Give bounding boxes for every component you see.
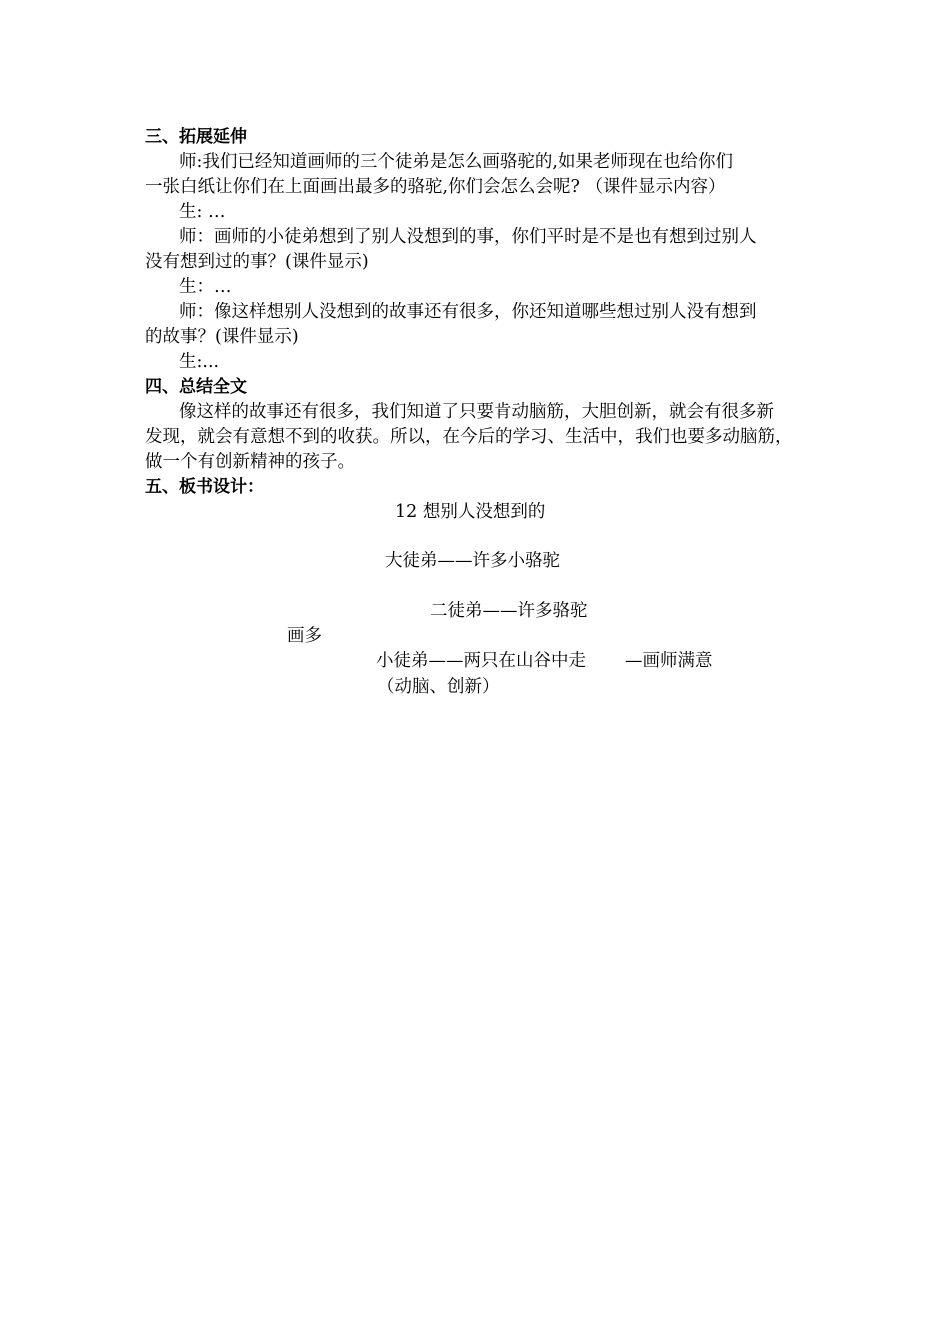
paragraph-teacher-question-1-cont: 一张白纸让你们在上面画出最多的骆驼,你们会怎么会呢? （课件显示内容） <box>145 177 726 197</box>
board-left-label: 画多 <box>287 626 322 646</box>
paragraph-summary-cont-2: 做一个有创新精神的孩子。 <box>145 452 355 472</box>
section-heading-board-design: 五、板书设计： <box>145 477 264 497</box>
board-row-youngest: 小徒弟——两只在山谷中走 <box>376 651 586 671</box>
board-row-note: （动脑、创新） <box>377 677 500 697</box>
board-title: 12 想别人没想到的 <box>395 502 546 522</box>
paragraph-student-reply-1: 生: … <box>179 202 226 222</box>
board-row-youngest-result: —画师满意 <box>625 651 713 671</box>
paragraph-teacher-question-2: 师：画师的小徒弟想到了别人没想到的事，你们平时是不是也有想到过别人 <box>179 227 757 247</box>
paragraph-student-reply-3: 生:... <box>179 352 220 372</box>
board-row-second: 二徒弟——许多骆驼 <box>430 601 588 621</box>
paragraph-teacher-question-3: 师：像这样想别人没想到的故事还有很多，你还知道哪些想过别人没有想到 <box>179 302 757 322</box>
paragraph-teacher-question-3-cont: 的故事？(课件显示) <box>145 327 299 347</box>
section-heading-extension: 三、拓展延伸 <box>145 127 247 147</box>
paragraph-summary-cont-1: 发现，就会有意想不到的收获。所以，在今后的学习、生活中，我们也要多动脑筋， <box>145 427 793 447</box>
paragraph-teacher-question-2-cont: 没有想到过的事？(课件显示) <box>145 252 369 272</box>
board-row-eldest: 大徒弟——许多小骆驼 <box>385 551 560 571</box>
paragraph-student-reply-2: 生：… <box>179 277 232 297</box>
section-heading-summary: 四、总结全文 <box>145 377 247 397</box>
paragraph-teacher-question-1: 师:我们已经知道画师的三个徒弟是怎么画骆驼的,如果老师现在也给你们 <box>179 152 733 172</box>
paragraph-summary: 像这样的故事还有很多，我们知道了只要肯动脑筋，大胆创新，就会有很多新 <box>179 402 774 422</box>
